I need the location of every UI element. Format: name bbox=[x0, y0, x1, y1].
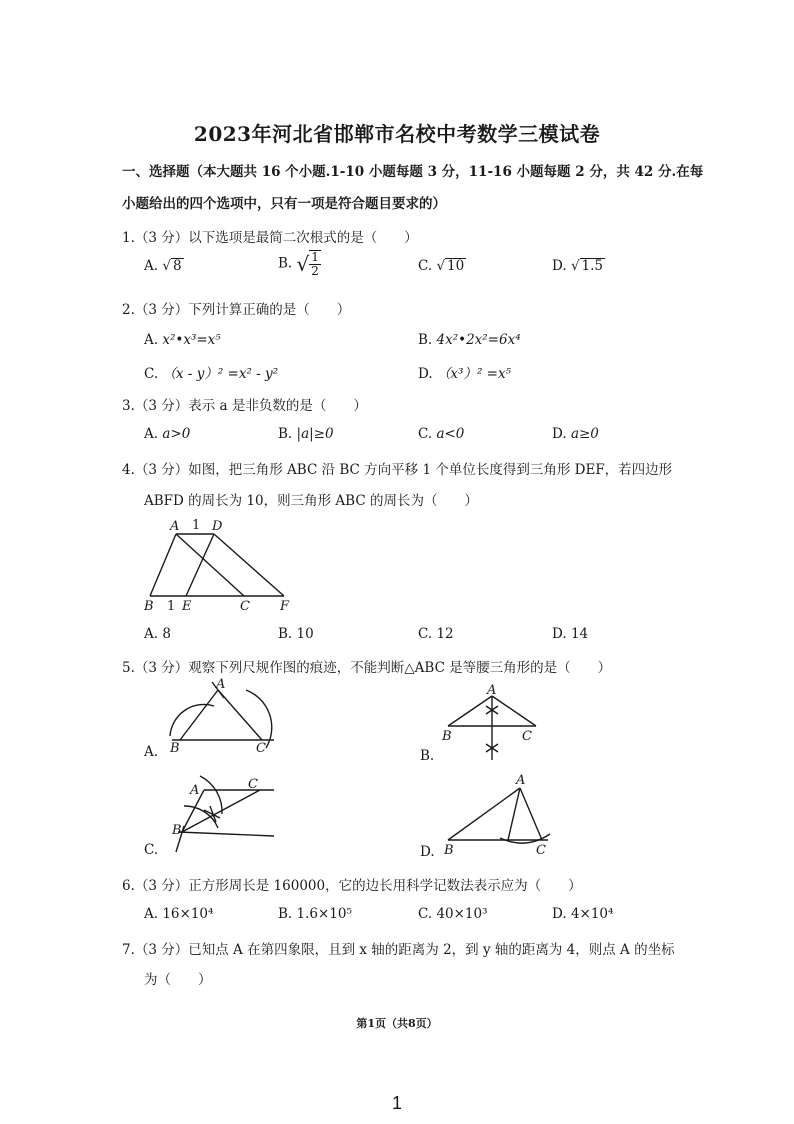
label-one-top: 1 bbox=[192, 518, 201, 533]
svg-text:A: A bbox=[190, 783, 200, 798]
question-5-figure-c bbox=[164, 766, 280, 858]
point-label-f: F bbox=[280, 599, 290, 614]
svg-text:B: B bbox=[172, 823, 182, 838]
option-label: A. bbox=[144, 258, 159, 274]
svg-text:B: B bbox=[170, 741, 180, 756]
question-3-option-b: B. |a|≥0 bbox=[278, 426, 334, 442]
question-1-stem: 1.（3 分）以下选项是最简二次根式的是（ ） bbox=[122, 230, 418, 246]
question-1-option-d: D. √ 1.5 bbox=[552, 258, 604, 274]
radicand: 10 bbox=[447, 258, 465, 274]
point-label-b: B bbox=[144, 599, 154, 614]
svg-text:A: A bbox=[487, 683, 497, 698]
question-5-figure-d bbox=[438, 770, 558, 856]
question-5-stem: 5.（3 分）观察下列尺规作图的痕迹，不能判断△ABC 是等腰三角形的是（ ） bbox=[122, 660, 612, 676]
svg-text:C: C bbox=[256, 741, 266, 756]
question-4-option-d: D. 14 bbox=[552, 626, 589, 642]
label-one-bottom: 1 bbox=[167, 599, 176, 614]
option-label: C. bbox=[418, 258, 433, 274]
question-3-option-c: C. a<0 bbox=[418, 426, 465, 442]
svg-text:C: C bbox=[522, 729, 532, 744]
option-label: D. bbox=[552, 258, 567, 274]
option-label: B. bbox=[278, 255, 293, 272]
question-1-option-a: A. √ 8 bbox=[144, 258, 182, 274]
section-header-line1: 一、选择题（本大题共 16 个小题.1-10 小题每题 3 分，11-16 小题每题 2 分，共 42 分.在每 bbox=[122, 164, 704, 180]
question-3-stem: 3.（3 分）表示 a 是非负数的是（ ） bbox=[122, 398, 367, 414]
question-7-stem-line2: 为（ ） bbox=[144, 972, 212, 988]
radicand: 8 bbox=[172, 258, 182, 274]
question-2-option-a: A. x²•x³=x⁵ bbox=[144, 332, 221, 348]
question-2-option-c: C. （x - y）² =x² - y² bbox=[144, 366, 279, 382]
question-6-stem: 6.（3 分）正方形周长是 160000，它的边长用科学记数法表示应为（ ） bbox=[122, 878, 582, 894]
question-6-option-d: D. 4×10⁴ bbox=[552, 906, 614, 922]
question-4-option-b: B. 10 bbox=[278, 626, 314, 642]
question-5-label-a: A. bbox=[144, 744, 159, 760]
svg-text:B: B bbox=[442, 729, 452, 744]
question-2-option-b: B. 4x²•2x²=6x⁴ bbox=[418, 332, 521, 348]
question-3-option-a: A. a>0 bbox=[144, 426, 191, 442]
numerator: 1 bbox=[311, 250, 319, 264]
radicand: 1.5 bbox=[581, 258, 604, 274]
page-footer: 第1页（共8页） bbox=[356, 1017, 438, 1030]
question-4-stem-line2: ABFD 的周长为 10，则三角形 ABC 的周长为（ ） bbox=[144, 493, 478, 509]
question-2-option-d: D. （x³）² =x⁵ bbox=[418, 366, 512, 382]
question-5-label-d: D. bbox=[420, 844, 435, 860]
point-label-a: A bbox=[170, 519, 180, 534]
question-5-figure-a bbox=[162, 678, 282, 758]
question-4-option-c: C. 12 bbox=[418, 626, 454, 642]
question-5-figure-b bbox=[438, 684, 548, 764]
question-5-label-c: C. bbox=[144, 842, 159, 858]
point-label-d: D bbox=[212, 519, 223, 534]
question-6-option-a: A. 16×10⁴ bbox=[144, 906, 214, 922]
svg-text:B: B bbox=[444, 843, 454, 858]
section-header-line2: 小题给出的四个选项中，只有一项是符合题目要求的） bbox=[122, 196, 446, 212]
question-6-option-c: C. 40×10³ bbox=[418, 906, 488, 922]
question-6-option-b: B. 1.6×10⁵ bbox=[278, 906, 352, 922]
question-1-option-b: B. √ $\frac{1}{2}$ bbox=[278, 250, 319, 279]
question-7-stem-line1: 7.（3 分）已知点 A 在第四象限，且到 x 轴的距离为 2，到 y 轴的距离为 4，则点 A 的坐标 bbox=[122, 942, 675, 958]
question-1-option-c: C. √ 10 bbox=[418, 258, 465, 274]
svg-text:C: C bbox=[248, 777, 258, 792]
svg-text:C: C bbox=[536, 843, 546, 858]
question-4-stem-line1: 4.（3 分）如图，把三角形 ABC 沿 BC 方向平移 1 个单位长度得到三角形 DEF，若四边形 bbox=[122, 462, 673, 478]
question-4-figure bbox=[140, 518, 300, 614]
page-number: 1 bbox=[391, 1093, 402, 1113]
point-label-c: C bbox=[240, 599, 250, 614]
question-2-stem: 2.（3 分）下列计算正确的是（ ） bbox=[122, 302, 351, 318]
point-label-e: E bbox=[182, 599, 192, 614]
question-3-option-d: D. a≥0 bbox=[552, 426, 599, 442]
svg-text:A: A bbox=[216, 677, 226, 692]
svg-text:A: A bbox=[516, 773, 526, 788]
question-5-label-b: B. bbox=[420, 748, 435, 764]
question-4-option-a: A. 8 bbox=[144, 626, 171, 642]
page-title: 2023年河北省邯郸市名校中考数学三模试卷 bbox=[193, 122, 601, 146]
denominator: 2 bbox=[311, 264, 319, 279]
